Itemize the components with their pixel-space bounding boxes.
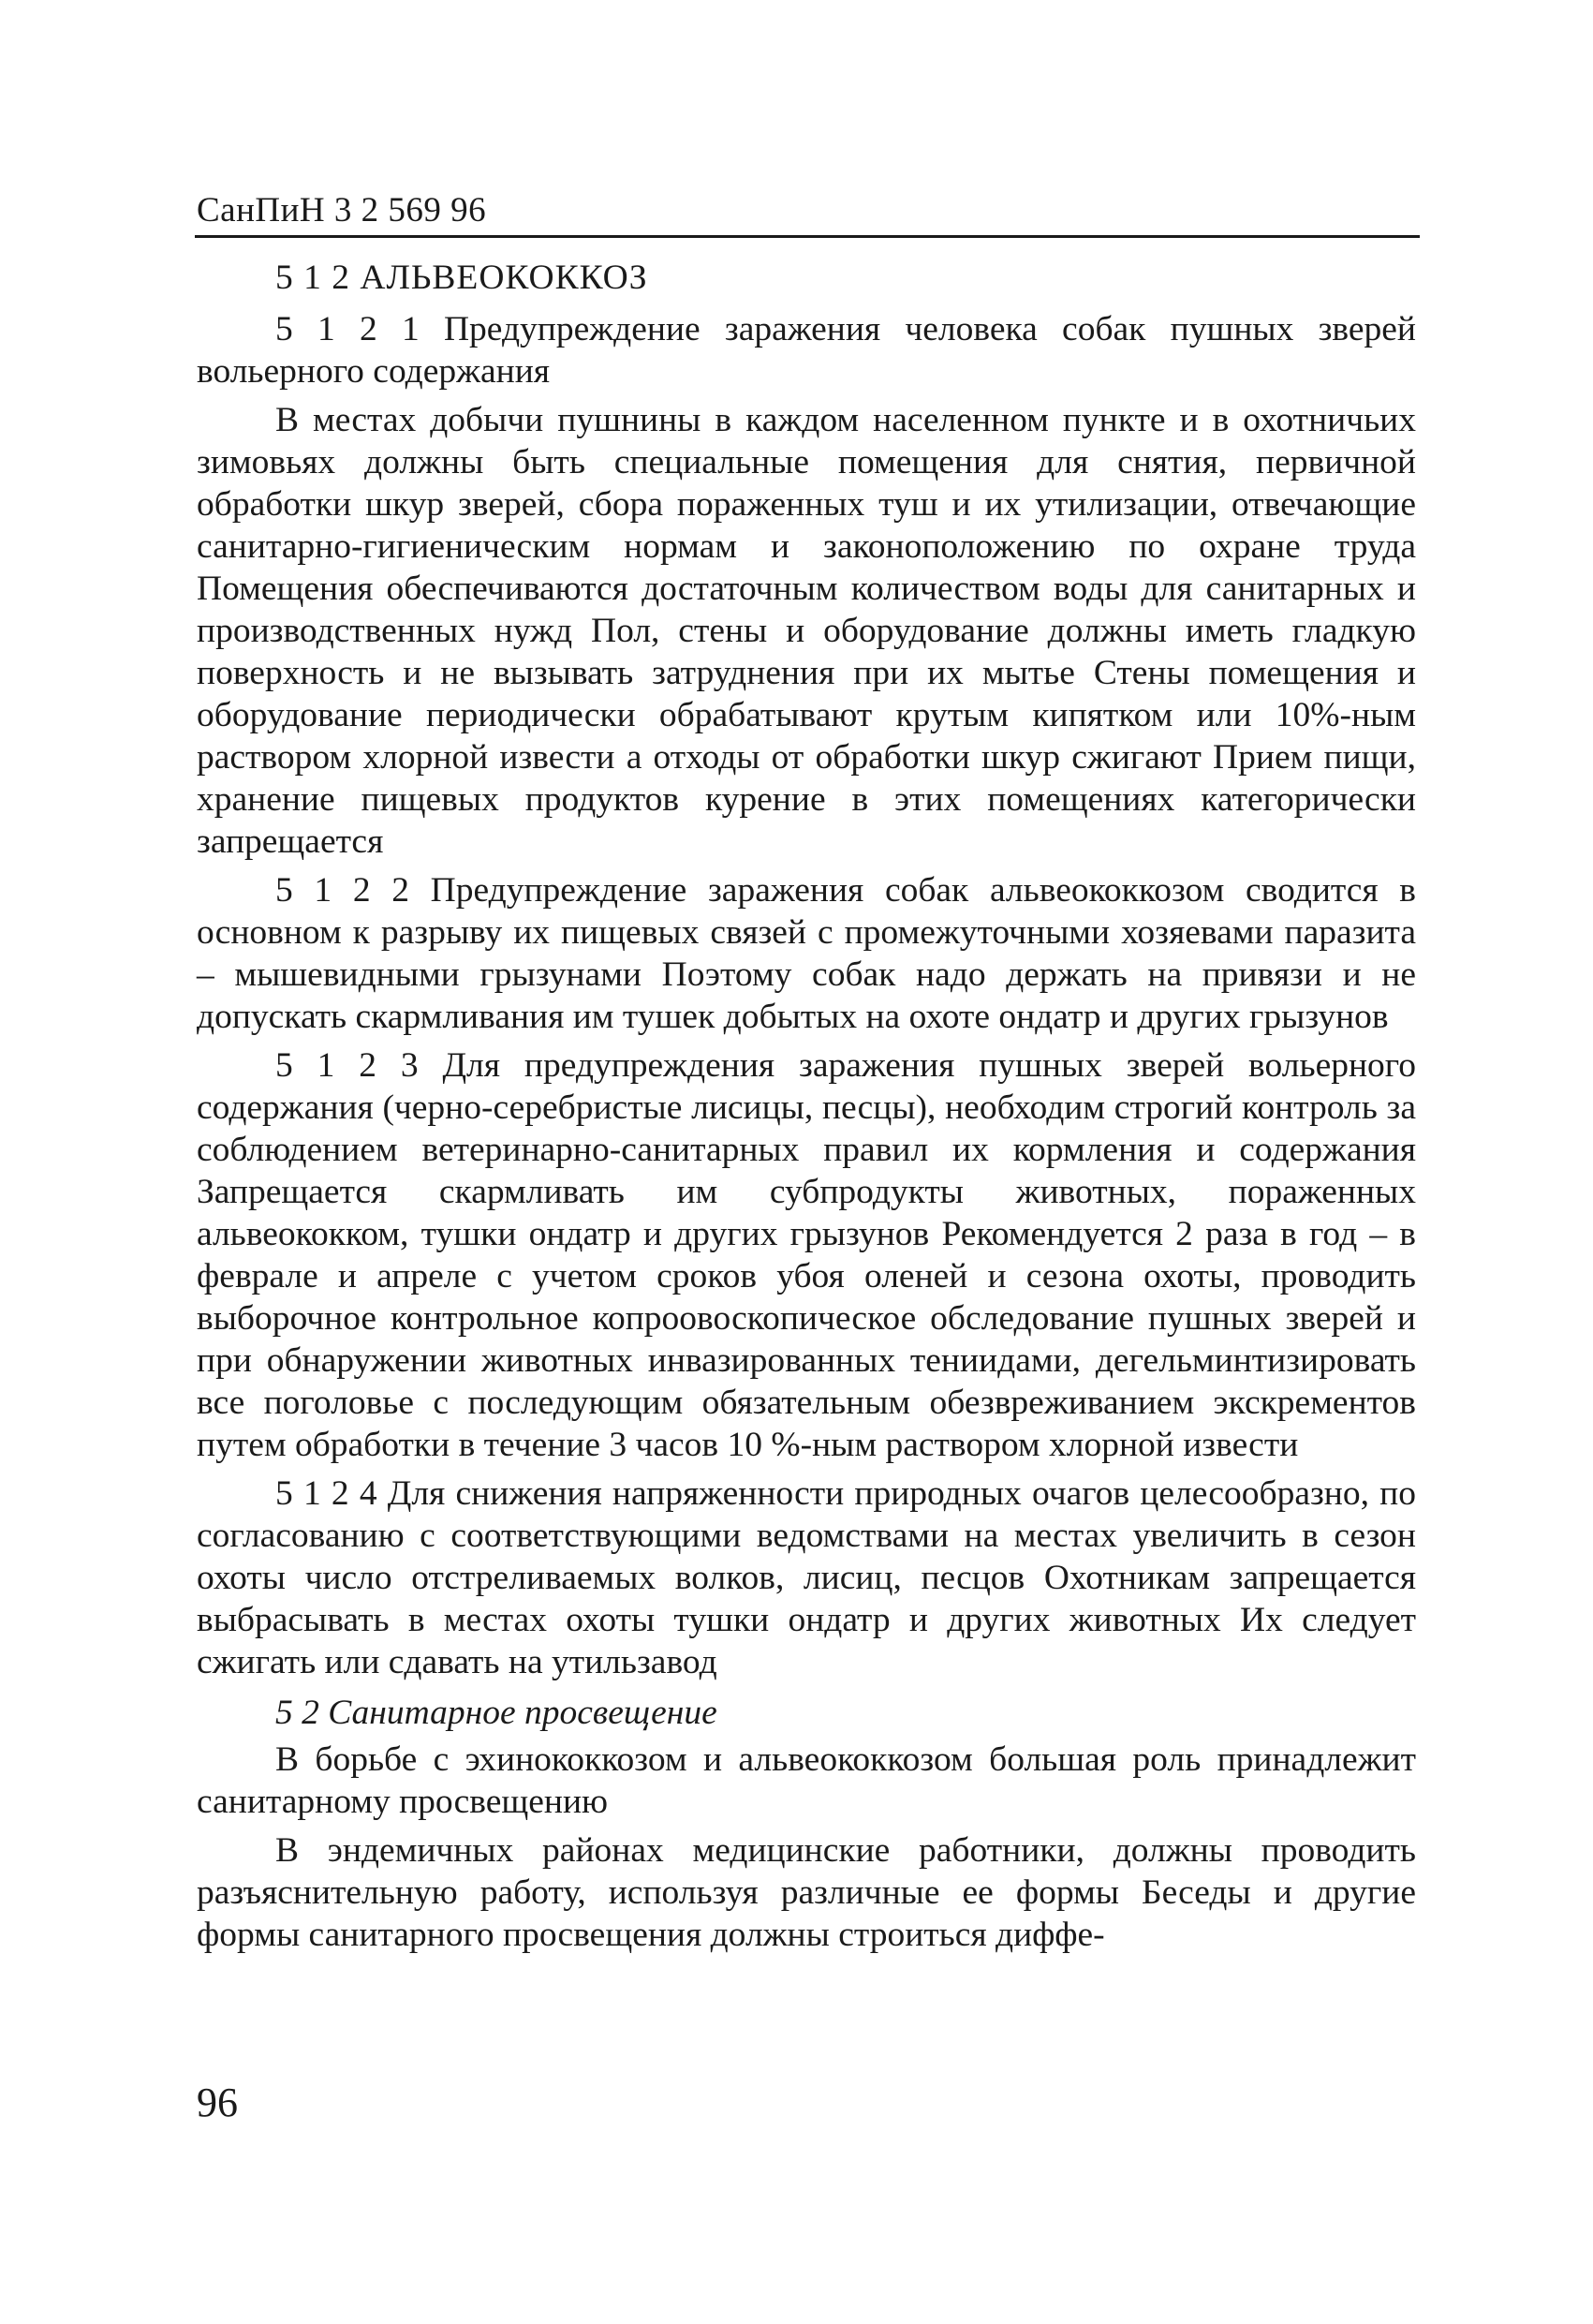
paragraph: В борьбе с эхинококкозом и альвеококкозом большая роль принадлежит санитарному просвещению	[197, 1740, 1416, 1821]
running-header: СанПиН 3 2 569 96	[197, 191, 487, 229]
paragraph: 5 1 2 2 Предупреждение заражения собак альвеококкозом сводится в основном к разрыву их пищевых связей с промежуточными хозяевами паразита – мышевидными грызунами Поэтому собак надо держать на привязи и не допускать скармливания им тушек добытых на охоте ондатр и других грызунов	[197, 871, 1416, 1036]
paragraph: 5 1 2 3 Для предупреждения заражения пушных зверей вольерного содержания (черно-серебристые лисицы, песцы), необходим строгий контроль за соблюдением ветеринарно-санитарных правил их кормления и содержания Запрещается скармливать им субпродукты животных, пораженных альвеококком, тушки ондатр и других грызунов Рекомендуется 2 раза в год – в феврале и апреле с учетом сроков убоя оленей и сезона охоты, проводить выборочное контрольное копроовоскопическое обследование пушных зверей и при обнаружении животных инвазированных тениидами, дегельминтизировать все поголовье с последующим обязательным обезвреживанием экскрементов путем обработки в течение 3 часов 10 %-ным раствором хлорной извести	[197, 1046, 1416, 1464]
section-title: 5 1 2 АЛЬВЕОКОККОЗ	[275, 259, 648, 297]
page-number: 96	[197, 2080, 238, 2125]
header-divider	[195, 235, 1420, 238]
page-content	[197, 245, 1416, 1956]
paragraph: 5 1 2 1 Предупреждение заражения человека собак пушных зверей вольерного содержания	[197, 310, 1416, 391]
subsection-title: 5 2 Санитарное просвещение	[275, 1694, 717, 1732]
paragraph: В местах добычи пушнины в каждом населенном пункте и в охотничьих зимовьях должны быть специальные помещения для снятия, первичной обработки шкур зверей, сбора пораженных туш и их утилизации, отвечающие санитарно-гигиеническим нормам и законоположению по охране труда Помещения обеспечиваются достаточным количеством воды для санитарных и производственных нужд Пол, стены и оборудование должны иметь гладкую поверхность и не вызывать затруднения при их мытье Стены помещения и оборудование периодически обрабатывают крутым кипятком или 10%-ным раствором хлорной извести а отходы от обработки шкур сжигают Прием пищи, хранение пищевых продуктов курение в этих помещениях категорически запрещается	[197, 401, 1416, 861]
paragraph: 5 1 2 4 Для снижения напряженности природных очагов целесообразно, по согласованию с соответствующими ведомствами на местах увеличить в сезон охоты число отстреливаемых волков, лисиц, песцов Охотникам запрещается выбрасывать в местах охоты тушки ондатр и других животных Их следует сжигать или сдавать на утильзавод	[197, 1474, 1416, 1681]
paragraph: В эндемичных районах медицинские работники, должны проводить разъяснительную работу, используя различные ее формы Беседы и другие формы санитарного просвещения должны строиться диффе-	[197, 1831, 1416, 1954]
